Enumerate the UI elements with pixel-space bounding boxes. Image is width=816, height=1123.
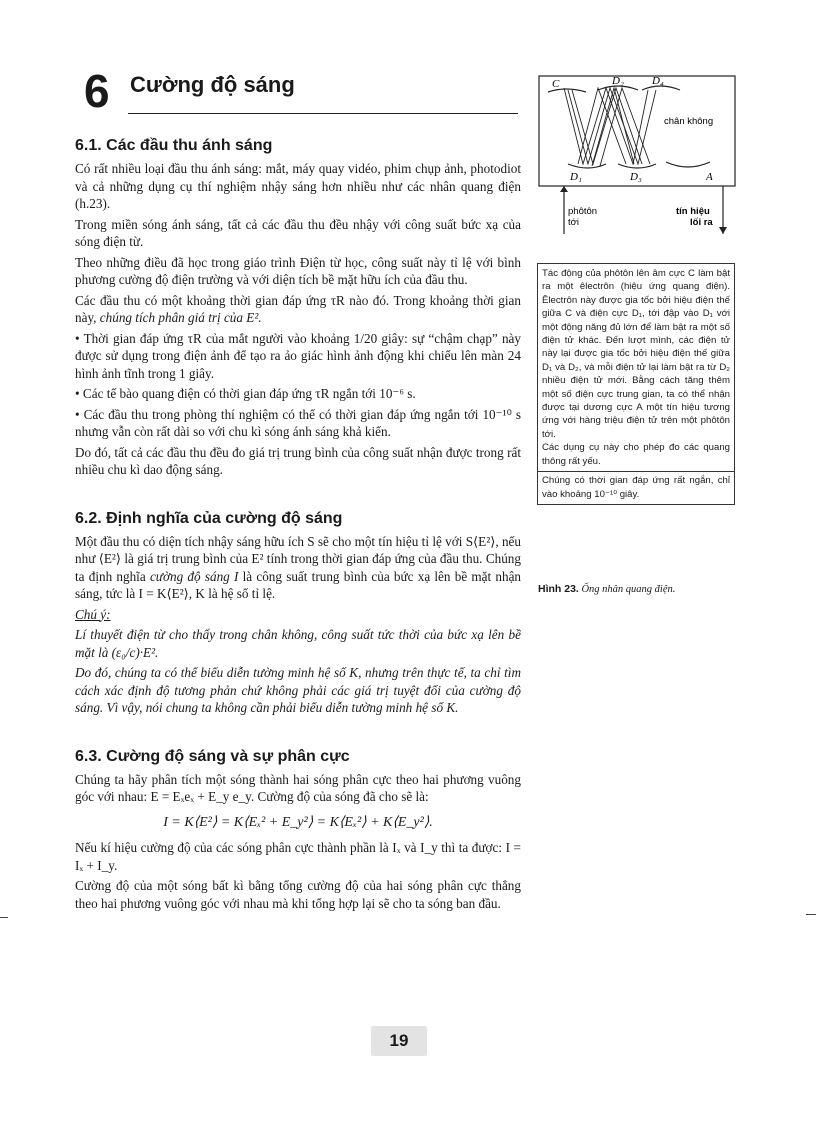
paragraph — [75, 533, 521, 603]
electron-paths — [564, 88, 656, 166]
caption-label: Hình 23. — [538, 583, 579, 595]
label-photon-incoming: tới — [568, 217, 579, 228]
label-d1: D₁ — [570, 171, 582, 183]
section-6-1-heading: 6.1. Các đầu thu ánh sáng — [75, 137, 273, 154]
text-run-italic: chúng tích phân giá trị của E². — [99, 310, 262, 325]
figure-description: Tác động của phôtôn lên âm cực C làm bật ra một êlectrôn (hiệu ứng quang điện). Êlectrôn này được gia tốc bởi hiệu điện thế giữa C và điện cực D₁, tới đập vào D₁ với một động năng đủ lớn để làm bật ra một số điện tử khác. Đến lượt mình, các điện tử này lại được gia tốc bởi hiệu điện thế giữa D₁ và D₂, và mỗi điện tử lại làm bật ra từ D₂ nhiều điện tử mới. Bằng cách tăng thêm một số điện cực trung gian, ta có thể nhận được tại dương cực A một tín hiệu tương ứng với hàng triệu điện tử trên một phôtôn tới. — [542, 268, 730, 440]
bullet-item: • Các tế bào quang điện có thời gian đáp ứng τR ngắn tới 10⁻⁶ s. — [75, 386, 416, 401]
label-signal-out: lối ra — [690, 217, 713, 228]
text-run: là công suất trung bình của bức xạ lên bề mặt nhận sáng, tức là I = K⟨E²⟩, K là hệ số tỉ lệ. — [75, 568, 522, 601]
text-run: Một đầu thu có diện tích nhậy sáng hữu ích S sẽ cho một tín hiệu tỉ lệ với S⟨E²⟩, nếu như ⟨E²⟩ là giá trị trung bình của E² tính trong thời gian đáp ứng của đầu thu. Chúng ta định nghĩa — [75, 533, 521, 584]
photon-arrow-head — [560, 186, 568, 192]
label-a: A — [706, 171, 713, 183]
bullet-item: • Thời gian đáp ứng τR của mắt người vào khoảng 1/20 giây: sự “chậm chạp” này được sử dụng trong điện ảnh để tạo ra ảo giác hình ảnh động khi chiếu lên màn 24 hình ảnh tĩnh trong 1 giây. — [75, 330, 521, 381]
note-title — [75, 606, 521, 624]
paragraph: Trong miền sóng ánh sáng, tất cả các đầu thu đều nhậy với công suất bức xạ của sóng điện từ. — [75, 216, 521, 249]
section-6-3-heading: 6.3. Cường độ sáng và sự phân cực — [75, 747, 350, 765]
paragraph: Có rất nhiều loại đầu thu ánh sáng: mắt, máy quay vidéo, phim chụp ảnh, photodiot và cả những dụng cụ thí nghiệm nhậy sáng hơn nhiều như các nhân quang điện (h.23). — [75, 161, 521, 211]
label-vacuum: chân không — [664, 116, 714, 127]
chapter-number: 6 — [84, 65, 110, 117]
paragraph: Theo những điều đã học trong giáo trình Điện từ học, công suất này tỉ lệ với bình phương cường độ điện trường và với diện tích bề mặt hữu ích của đầu thu. — [75, 254, 521, 287]
figure-description-box — [537, 263, 735, 505]
paragraph: Do đó, tất cả các đầu thu đều đo giá trị trung bình của công suất nhận được trong rất nhiều chu kì dao động sáng. — [75, 444, 521, 477]
text-run-italic: cường độ sáng I — [149, 568, 239, 584]
label-d2: D₂ — [612, 75, 624, 87]
page-number: 19 — [371, 1026, 427, 1056]
paragraph: Cường độ của một sóng bất kì bằng tổng cường độ của hai sóng phân cực thẳng theo hai phương vuông góc với nhau mà khi tổng hợp lại sẽ cho ta sóng ban đầu. — [75, 878, 521, 911]
section-6-2-heading: 6.2. Định nghĩa của cường độ sáng — [75, 509, 343, 527]
edge-mark — [0, 917, 8, 918]
text-run: Các đầu thu có một khoảng thời gian đáp ứng τR nào đó. Trong khoảng thời gian này, — [75, 292, 521, 325]
paragraph: Nếu kí hiệu cường độ của các sóng phân cực thành phần là Iₓ và I_y thì ta được: I = Iₓ + I_y. — [75, 840, 521, 873]
dynode-d3 — [618, 164, 656, 168]
chapter-rule — [128, 113, 518, 114]
label-c: C — [552, 78, 560, 90]
label-signal: tín hiệu — [676, 206, 710, 217]
chapter-title: Cường độ sáng — [130, 72, 295, 97]
note-title-text: Chú ý: — [75, 606, 111, 622]
figure-caption — [538, 583, 675, 595]
box-divider — [538, 471, 734, 472]
paragraph: Chúng ta hãy phân tích một sóng thành hai sóng phân cực theo hai phương vuông góc với nhau: E = Eₓeₓ + E_y e_y. Cường độ của sóng đã cho sẽ là: — [75, 771, 521, 804]
edge-mark — [806, 914, 816, 915]
main-column — [75, 136, 521, 915]
paragraph — [75, 292, 521, 327]
note-text: Lí thuyết điện từ cho thấy trong chân không, công suất tức thời của bức xạ lên bề mặt là (ε₀/c)·E². — [75, 627, 521, 660]
figure-description: Chúng có thời gian đáp ứng rất ngắn, chỉ vào khoảng 10⁻¹⁰ giây. — [542, 475, 730, 500]
caption-text: Ống nhân quang điện. — [581, 584, 676, 595]
signal-arrow-head — [719, 227, 727, 234]
anode-a — [666, 162, 710, 167]
figure-description: Các dụng cụ này cho phép đo các quang thông rất yếu. — [542, 442, 730, 467]
intensity-equation: I = K⟨E²⟩ = K⟨Eₓ² + E_y²⟩ = K⟨Eₓ²⟩ + K⟨E_y²⟩. — [163, 814, 433, 830]
note-text: Do đó, chúng ta có thể biểu diễn tường minh hệ số K, nhưng trên thực tế, ta chỉ tìm cách xác định độ tương phản chứ không phải các giá trị tuyệt đối của cường độ sáng. Vì vậy, nói chung ta không cần phải biểu diễn tường minh hệ số K. — [75, 665, 521, 715]
bullet-item: • Các đầu thu trong phòng thí nghiệm có thể có thời gian đáp ứng ngắn tới 10⁻¹⁰ s nhưng vẫn còn rất dài so với chu kì sóng ánh sáng khả kiến. — [75, 406, 521, 439]
photomultiplier-diagram — [538, 74, 738, 259]
label-d3: D₃ — [630, 171, 642, 183]
label-photon: phôtôn — [568, 206, 598, 217]
label-d4: D₄ — [652, 75, 664, 87]
